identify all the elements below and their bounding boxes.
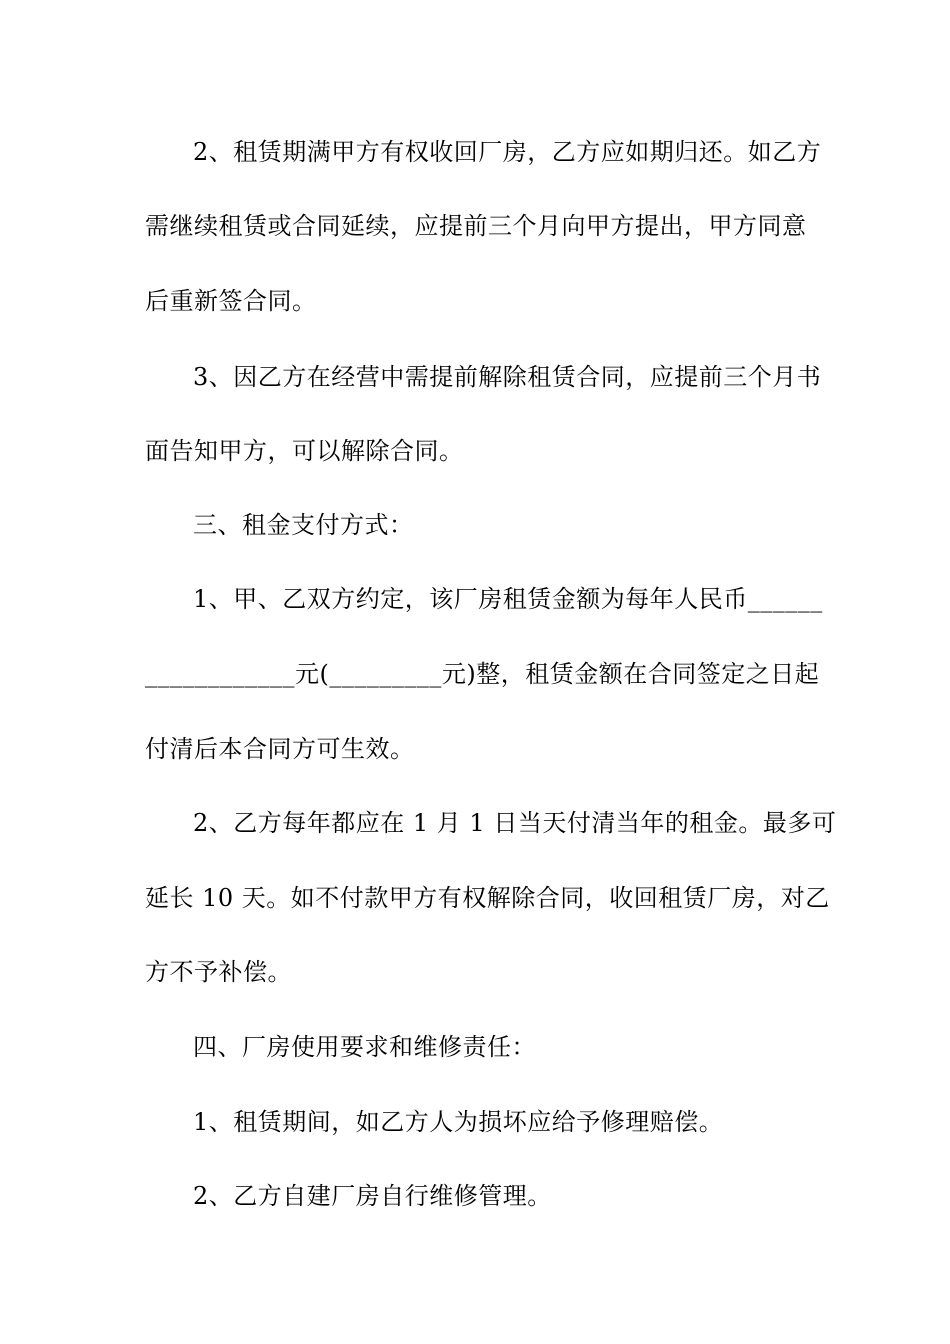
paragraph-line: 延长 10 天。如不付款甲方有权解除合同，收回租赁厂房，对乙	[145, 884, 830, 912]
paragraph-line: 方不予补偿。	[145, 958, 292, 986]
paragraph-line: 付清后本合同方可生效。	[145, 735, 415, 763]
paragraph-line: 面告知甲方，可以解除合同。	[145, 437, 464, 465]
paragraph-line: 1、租赁期间，如乙方人为损坏应给予修理赔偿。	[193, 1108, 724, 1136]
paragraph-line: 1、甲、乙双方约定，该厂房租赁金额为每年人民币______	[193, 585, 823, 613]
paragraph-line: 需继续租赁或合同延续，应提前三个月向甲方提出，甲方同意	[145, 212, 807, 240]
paragraph-line: 2、租赁期满甲方有权收回厂房，乙方应如期归还。如乙方	[193, 138, 822, 166]
paragraph-line: 2、乙方自建厂房自行维修管理。	[193, 1182, 552, 1210]
paragraph-line: 后重新签合同。	[145, 287, 317, 315]
paragraph-line: ____________元(_________元)整，租赁金额在合同签定之日起	[145, 660, 820, 688]
paragraph-line: 3、因乙方在经营中需提前解除租赁合同，应提前三个月书	[193, 363, 822, 391]
paragraph-line: 2、乙方每年都应在 1 月 1 日当天付清当年的租金。最多可	[193, 809, 837, 837]
section-heading: 四、厂房使用要求和维修责任：	[193, 1033, 536, 1061]
section-heading: 三、租金支付方式：	[193, 511, 414, 539]
